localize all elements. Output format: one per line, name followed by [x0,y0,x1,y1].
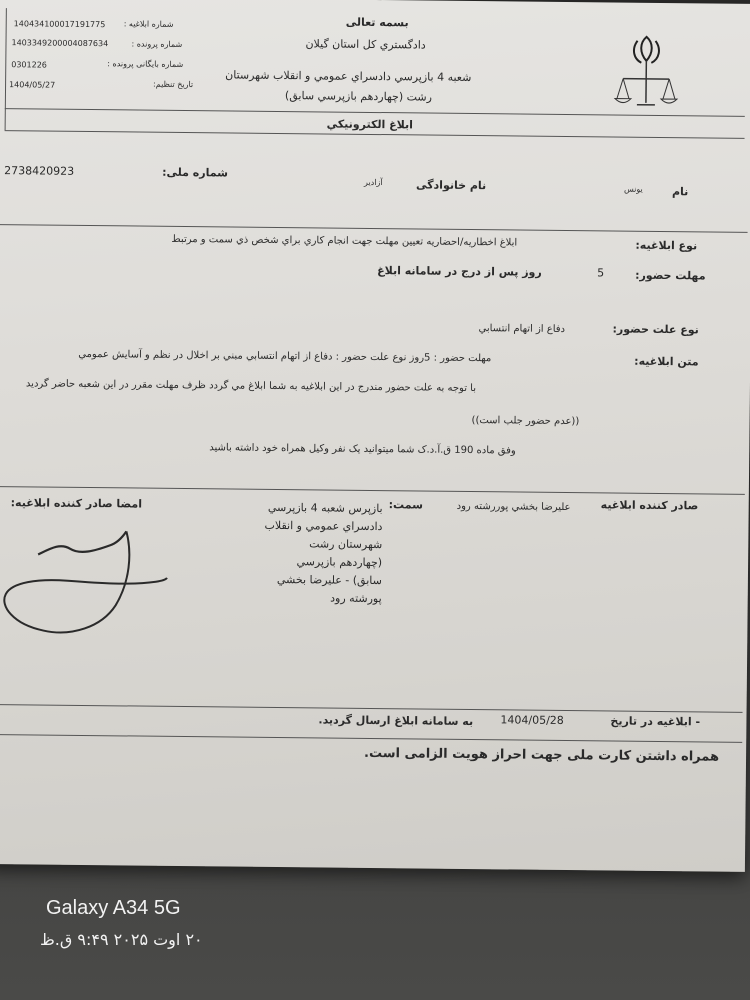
header-left-border [5,8,7,130]
notice-text-line-2: با توجه به علت حضور مندرج در این ابلاغیه به شما ابلاغ مي گردد ظرف مهلت مقرر در این شعبه حاضر گردید [25,378,477,395]
signature-bottom-rule [0,704,743,713]
meta-label-issue-date: تاریخ تنظیم: [153,79,194,90]
iran-emblem-icon [611,30,682,115]
national-id-value: 2738420923 [4,164,75,178]
family-name-value: آزادیر [364,177,383,188]
deadline-value: روز پس از درج در سامانه ابلاغ [377,264,542,279]
national-id-label: شماره ملی: [162,165,229,180]
header-bottom-rule [5,130,745,139]
issuer-name: علیرضا بخشي پوررشته رود [456,500,571,514]
issuer-role-line: دادسراي عمومي و انقلاب [264,518,383,534]
body-bottom-rule [0,486,745,495]
issuer-role-line: شهرستان رشت [309,537,383,552]
id-requirement-note: همراه داشتن كارت ملی جهت احراز هویت الزامی است. [364,745,720,765]
meta-value-archive-no: 0301226 [11,60,47,70]
issuer-role-line: (چهاردهم بازپرسي [296,555,383,570]
person-bottom-rule [0,224,748,233]
family-name-label: نام خانوادگی [415,178,487,193]
deadline-number: 5 [597,266,605,280]
issuer-role-label: سمت: [388,498,424,512]
notice-text-line-3: ((عدم حضور جلب است)) [471,415,580,428]
camera-watermark-model: Galaxy A34 5G [46,897,181,919]
camera-watermark-datetime: ۲۰ اوت ۲۰۲۵ ۹:۴۹ ق.ظ [40,930,203,949]
name-label: نام [671,185,689,199]
notice-title: ابلاغ الكترونیكي [326,117,413,132]
notice-text-line-4: وفق ماده 190 ق.آ.د.ک شما میتوانید یک نفر وكیل همراه خود داشته باشید [209,442,516,457]
footer-rule [0,734,742,743]
footer-date-suffix: به سامانه ابلاغ ارسال گردید. [318,713,474,729]
meta-label-case-no: شماره پرونده : [131,39,183,49]
branch-line-2: رشت (چهاردهم بازپرسي سابق) [284,89,433,104]
issuer-label: صادر كننده ابلاغیه [600,498,699,513]
notice-text-label: متن ابلاغیه: [634,354,699,369]
notice-type-value: ابلاغ اخطاریه/احضاریه تعیین مهلت جهت انجام كاري براي شخص ذي سمت و مرتبط [171,233,518,249]
notice-type-label: نوع ابلاغیه: [635,238,698,253]
footer-date-label: - ابلاغیه در تاریخ [610,714,701,729]
branch-line-1: شعبه 4 بازپرسي دادسراي عمومي و انقلاب شهرستان [225,68,472,85]
court-name: دادگستري كل استان گیلان [305,37,426,52]
meta-value-notice-no: 140434100017191775 [13,19,106,30]
reason-value: دفاع از اتهام انتسابي [478,323,566,335]
notice-text-line-1: مهلت حضور : 5روز نوع علت حضور : دفاع از اتهام انتسابي مبني بر اخلال در نظم و آسايش عمومي [78,348,492,365]
reason-label: نوع علت حضور: [612,322,699,337]
meta-label-archive-no: شماره بایگانی پرونده : [107,59,184,69]
signature-label: امضا صادر كننده ابلاغیه: [10,496,143,511]
issuer-role-line: سابق) - علیرضا بخشي [276,572,382,588]
issuer-role [232,499,383,609]
handwritten-signature [0,524,168,660]
deadline-label: مهلت حضور: [635,268,706,283]
meta-label-notice-no: شماره ابلاغیه : [123,19,174,29]
bismillah-heading: بسمه تعالی [345,15,409,30]
issuer-role-line: پورشته رود [330,591,382,606]
meta-value-case-no: 1403349200004087634 [11,38,109,49]
issuer-role-line: بازپرس شعبه 4 بازپرسي [267,500,383,516]
meta-value-issue-date: 1404/05/27 [9,80,56,90]
name-value: یونس [623,184,643,194]
footer-date-value: 1404/05/28 [500,713,564,728]
